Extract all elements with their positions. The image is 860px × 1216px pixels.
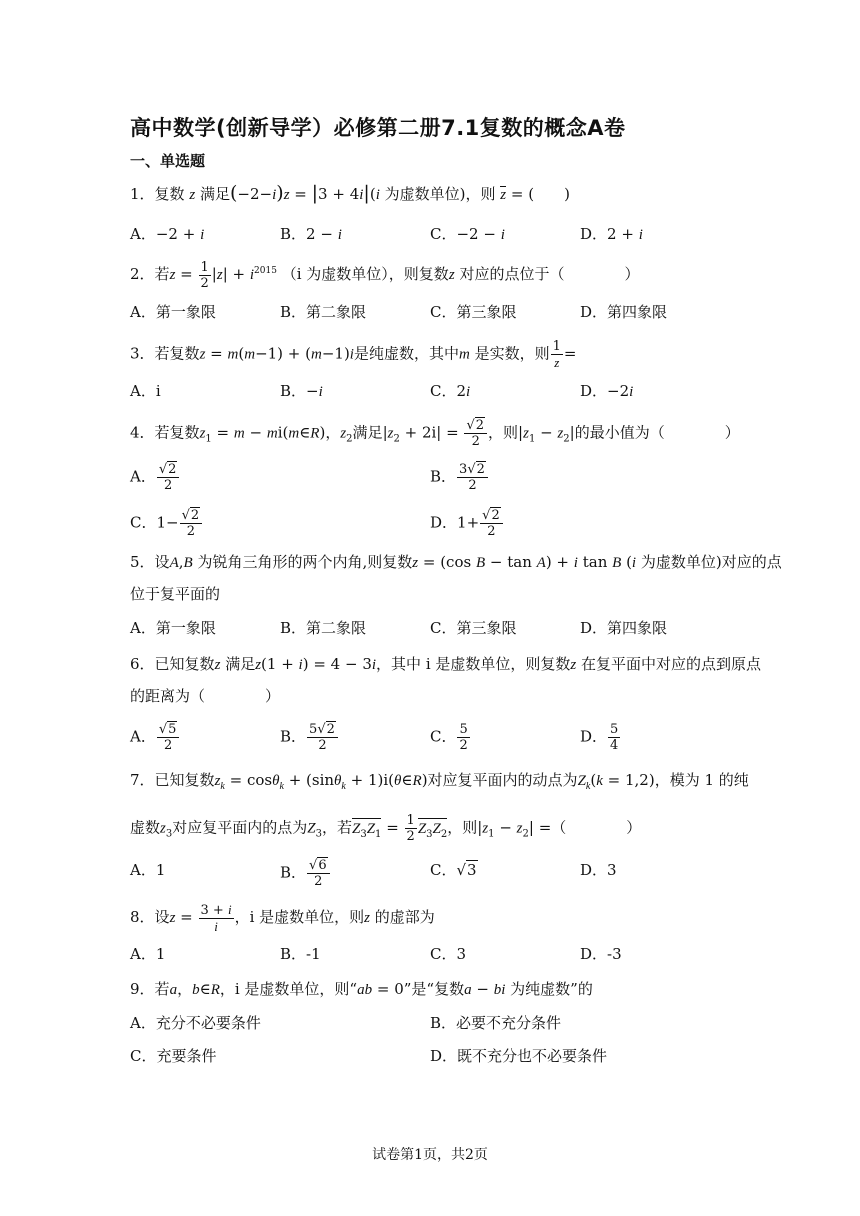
page-footer: 试卷第1页，共2页: [372, 1147, 488, 1163]
option-c[interactable]: C． $\frac{5}{2}$: [430, 722, 468, 753]
question-7: 7．已知复数$z_k = \cos\theta_k + (\sin\theta_k$ + 1)i(θ∈R)对应复平面内的动点为$Z_k(k = 1,2)$，模为 1 的纯: [130, 771, 749, 792]
question-5: 5．设A,B 为锐角三角形的两个内角,则复数z = (cos B − tan A) + i tan B (i 为虚数单位)对应的点: [130, 553, 782, 571]
question-2: 2．若z = $\frac{1}{2}$ $|z| + i^{2015}$ （i 为虚数单位），则复数z 对应的点位于（ ）: [130, 259, 640, 291]
option-c[interactable]: C．2i: [430, 382, 471, 400]
option-d[interactable]: D．第四象限: [580, 619, 668, 637]
question-4: 4．若复数$z_1 = m$ − mi(m∈R)，$z_2$满足$|z_2 + 2i|$ = $\frac{√2}{2}$ ，则$|z_1 - z_2|$的最小值为（ ）: [130, 418, 740, 449]
option-d[interactable]: D． $\frac{5}{4}$: [580, 722, 619, 753]
section-heading: 一、单选题: [130, 152, 206, 170]
option-d[interactable]: D．2 + i: [580, 225, 643, 243]
option-b[interactable]: B．2 − i: [280, 225, 342, 243]
option-c[interactable]: C．第三象限: [430, 303, 517, 321]
option-d[interactable]: D．−2i: [580, 382, 634, 400]
option-c[interactable]: C．√3: [430, 861, 477, 879]
option-d[interactable]: D．1+ $\frac{√2}{2}$: [430, 508, 504, 539]
option-b[interactable]: B．必要不充分条件: [430, 1014, 562, 1032]
option-d[interactable]: D．-3: [580, 945, 622, 963]
question-8: 8．设z = $\frac{3 + i}{i}$ ，i 是虚数单位，则z 的虚部为: [130, 902, 435, 934]
question-3: 3．若复数z = m(m−1) + (m−1)i是纯虚数，其中m 是实数，则 $\frac{1}{z}$ =: [130, 339, 577, 370]
option-c[interactable]: C．1− $\frac{√2}{2}$: [130, 508, 203, 539]
option-b[interactable]: B． $\frac{5√2}{2}$: [280, 722, 339, 753]
option-c[interactable]: C．3: [430, 945, 467, 963]
option-b[interactable]: B．第二象限: [280, 619, 367, 637]
option-a[interactable]: A．第一象限: [130, 619, 216, 637]
option-a[interactable]: A．充分不必要条件: [130, 1014, 261, 1032]
question-1: 1．复数 z 满足(−2−i)z = |3 + 4i|(i 为虚数单位)，则 z = ( ): [130, 182, 570, 204]
question-6-line2: 的距离为（ ）: [130, 687, 281, 705]
option-d[interactable]: D．既不充分也不必要条件: [430, 1047, 608, 1065]
question-5-line2: 位于复平面的: [130, 585, 221, 603]
option-a[interactable]: A．−2 + i: [130, 225, 205, 243]
option-a[interactable]: A．1: [130, 945, 166, 963]
option-a[interactable]: A．1: [130, 861, 166, 879]
option-c[interactable]: C．充要条件: [130, 1047, 217, 1065]
option-a[interactable]: A． $\frac{√5}{2}$: [130, 722, 180, 753]
option-d[interactable]: D．第四象限: [580, 303, 668, 321]
option-c[interactable]: C．−2 − i: [430, 225, 505, 243]
option-b[interactable]: B． $\frac{3√2}{2}$: [430, 462, 489, 493]
option-a[interactable]: A． $\frac{√2}{2}$: [130, 462, 180, 493]
option-b[interactable]: B．第二象限: [280, 303, 367, 321]
option-a[interactable]: A．第一象限: [130, 303, 216, 321]
option-a[interactable]: A．i: [130, 382, 161, 400]
option-d[interactable]: D．3: [580, 861, 617, 879]
question-9: 9．若a，b∈R，i 是虚数单位，则“ab = 0”是“复数a − bi 为纯虚数”的: [130, 980, 593, 998]
page-title: 高中数学(创新导学）必修第二册7.1复数的概念A卷: [130, 116, 626, 140]
option-b[interactable]: B． $\frac{√6}{2}$: [280, 858, 331, 889]
option-b[interactable]: B．-1: [280, 945, 321, 963]
question-7-line2: 虚数$z_3$对应复平面内的点为$Z_3$，若$Z_3Z_1$ = $\frac{1}{2}$ $Z_3Z_2$，则$|z_1 - z_2|$ =（ ）: [130, 813, 642, 844]
question-number: 1．: [130, 185, 155, 203]
option-b[interactable]: B．−i: [280, 382, 323, 400]
option-c[interactable]: C．第三象限: [430, 619, 517, 637]
question-6: 6．已知复数z 满足z(1 + i) = 4 − 3i，其中 i 是虚数单位，则复数z 在复平面中对应的点到原点: [130, 655, 762, 673]
